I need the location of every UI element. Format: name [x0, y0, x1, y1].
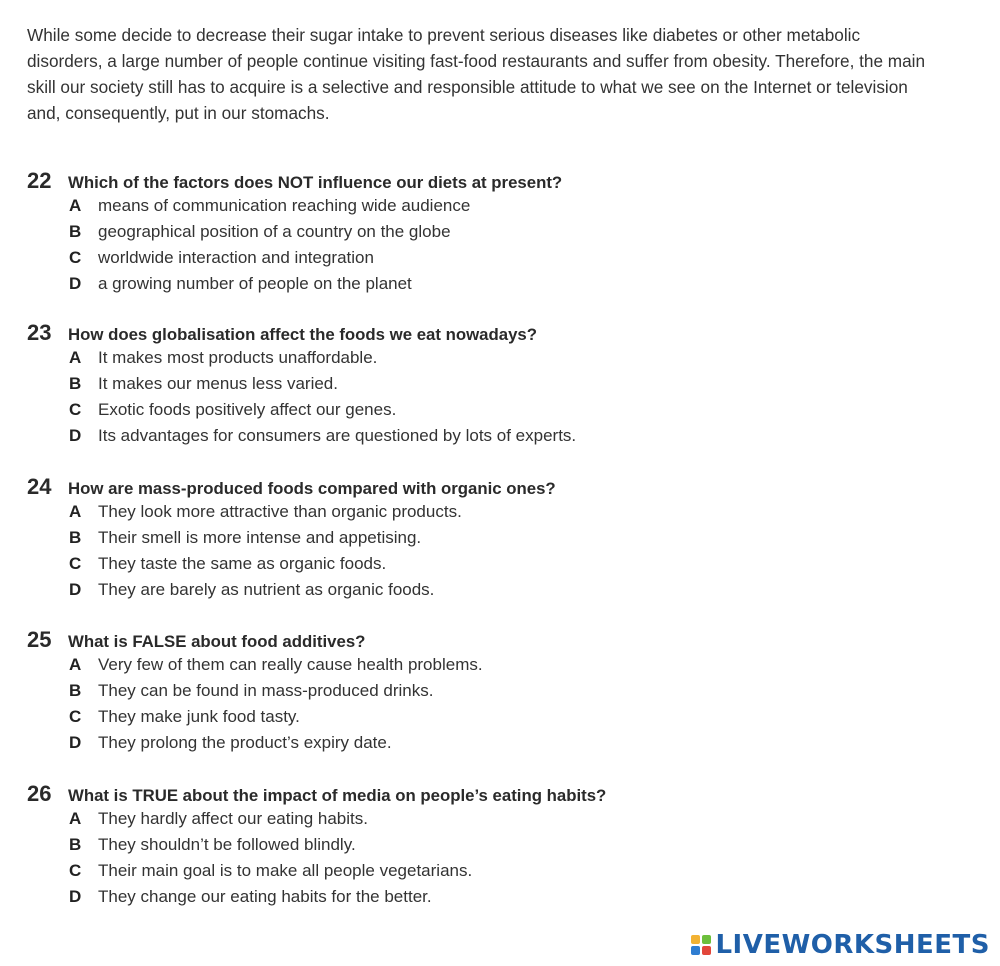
logo-square-yellow — [691, 935, 700, 944]
option-a[interactable] — [69, 502, 927, 528]
question-text: What is FALSE about food additives? — [68, 632, 366, 651]
option-c[interactable] — [69, 554, 927, 580]
option-b[interactable] — [69, 222, 927, 248]
option-text: They look more attractive than organic products. — [98, 502, 462, 521]
option-c[interactable] — [69, 861, 927, 887]
option-a[interactable] — [69, 196, 927, 222]
question-24 — [27, 474, 927, 606]
option-letter: A — [69, 348, 82, 367]
option-text: They change our eating habits for the better. — [98, 887, 432, 906]
option-letter: D — [69, 733, 82, 752]
option-b[interactable] — [69, 528, 927, 554]
intro-paragraph: While some decide to decrease their sugar intake to prevent serious diseases like diabetes or other metabolic disorders, a large number of people continue visiting fast-food restaurants and suffer from obesity. Therefore, the main skill our society still has to acquire is a selective and responsible attitude to what we see on the Internet or television and, consequently, put in our stomachs. — [27, 25, 926, 123]
option-letter: C — [69, 554, 82, 573]
question-number: 23 — [27, 320, 52, 345]
option-letter: D — [69, 580, 82, 599]
option-text: It makes our menus less varied. — [98, 374, 338, 393]
option-d[interactable] — [69, 733, 927, 759]
option-text: They hardly affect our eating habits. — [98, 809, 368, 828]
question-22 — [27, 168, 927, 300]
option-text: Its advantages for consumers are questioned by lots of experts. — [98, 426, 577, 445]
question-23 — [27, 320, 927, 452]
liveworksheets-logo[interactable] — [691, 930, 990, 960]
option-c[interactable] — [69, 248, 927, 274]
option-text: geographical position of a country on the globe — [98, 222, 451, 241]
option-b[interactable] — [69, 835, 927, 861]
logo-text: LIVEWORKSHEETS — [715, 930, 990, 960]
option-b[interactable] — [69, 681, 927, 707]
option-text: They prolong the product’s expiry date. — [98, 733, 392, 752]
logo-square-blue — [691, 946, 700, 955]
option-letter: B — [69, 222, 82, 241]
option-letter: A — [69, 196, 82, 215]
option-letter: B — [69, 528, 82, 547]
question-number: 22 — [27, 168, 52, 193]
option-letter: B — [69, 681, 82, 700]
option-letter: C — [69, 400, 82, 419]
option-letter: A — [69, 809, 82, 828]
option-letter: C — [69, 248, 82, 267]
option-d[interactable] — [69, 274, 927, 300]
option-d[interactable] — [69, 580, 927, 606]
option-c[interactable] — [69, 707, 927, 733]
question-text: How does globalisation affect the foods we eat nowadays? — [68, 325, 538, 344]
question-text: How are mass-produced foods compared with organic ones? — [68, 479, 556, 498]
option-letter: A — [69, 655, 82, 674]
option-d[interactable] — [69, 426, 927, 452]
option-text: means of communication reaching wide audience — [98, 196, 471, 215]
option-d[interactable] — [69, 887, 927, 913]
option-a[interactable] — [69, 655, 927, 681]
option-letter: C — [69, 707, 82, 726]
option-b[interactable] — [69, 374, 927, 400]
option-text: worldwide interaction and integration — [98, 248, 374, 267]
option-text: They taste the same as organic foods. — [98, 554, 387, 573]
option-letter: D — [69, 426, 82, 445]
question-number: 24 — [27, 474, 52, 499]
logo-square-green — [702, 935, 711, 944]
question-number: 25 — [27, 627, 52, 652]
option-letter: A — [69, 502, 82, 521]
option-text: Their main goal is to make all people vegetarians. — [98, 861, 473, 880]
option-text: Their smell is more intense and appetising. — [98, 528, 422, 547]
option-text: Exotic foods positively affect our genes. — [98, 400, 397, 419]
option-c[interactable] — [69, 400, 927, 426]
question-text: Which of the factors does NOT influence our diets at present? — [68, 173, 563, 192]
option-letter: C — [69, 861, 82, 880]
question-text: What is TRUE about the impact of media on people’s eating habits? — [68, 786, 607, 805]
option-letter: D — [69, 274, 82, 293]
option-text: a growing number of people on the planet — [98, 274, 412, 293]
option-text: It makes most products unaffordable. — [98, 348, 378, 367]
option-text: They make junk food tasty. — [98, 707, 300, 726]
option-letter: D — [69, 887, 82, 906]
option-letter: B — [69, 835, 82, 854]
question-number: 26 — [27, 781, 52, 806]
question-26 — [27, 781, 927, 913]
option-text: They shouldn’t be followed blindly. — [98, 835, 356, 854]
logo-square-red — [702, 946, 711, 955]
question-25 — [27, 627, 927, 759]
liveworksheets-logo-icon — [691, 935, 711, 955]
option-letter: B — [69, 374, 82, 393]
option-text: Very few of them can really cause health problems. — [98, 655, 483, 674]
option-text: They can be found in mass-produced drinks. — [98, 681, 434, 700]
option-text: They are barely as nutrient as organic foods. — [98, 580, 435, 599]
option-a[interactable] — [69, 809, 927, 835]
option-a[interactable] — [69, 348, 927, 374]
